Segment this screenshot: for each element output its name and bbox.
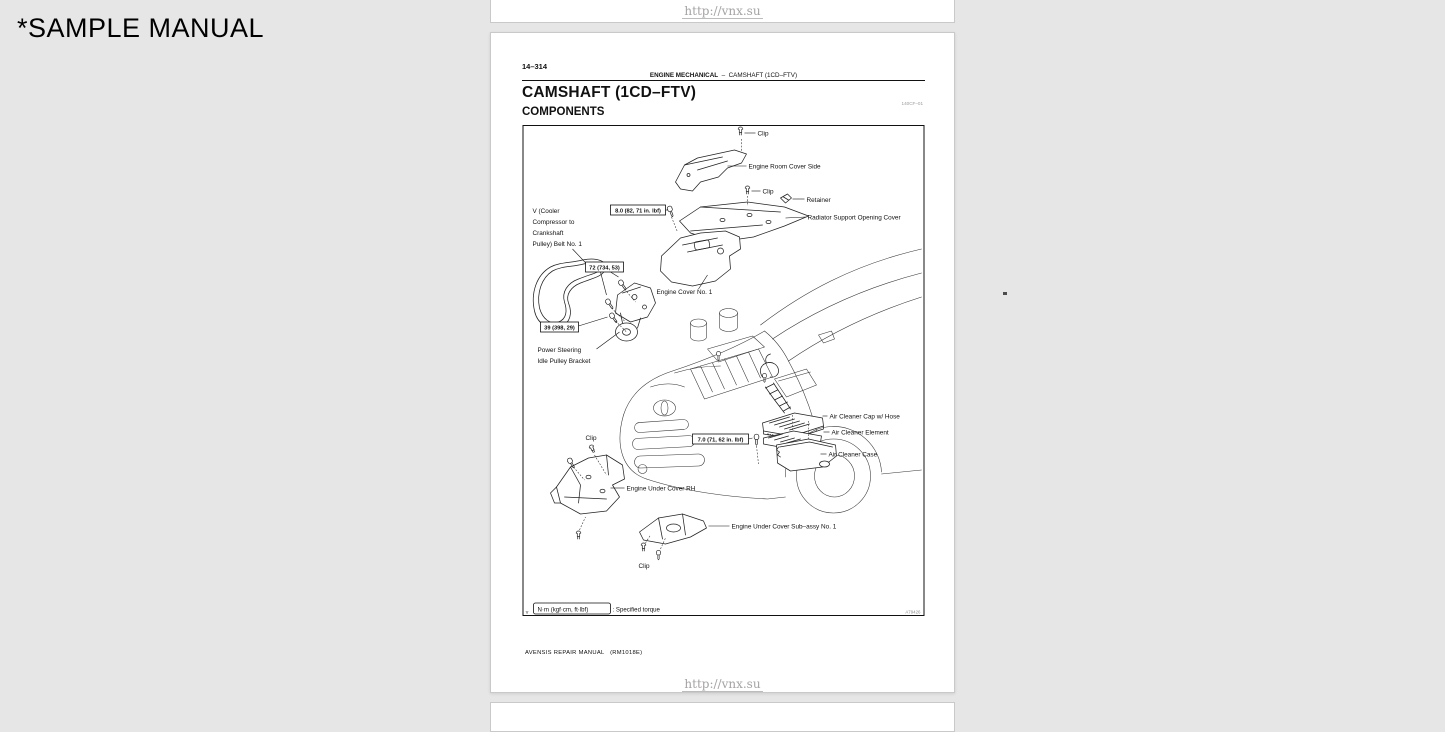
label-air-cleaner-case: Air Cleaner Case: [828, 451, 878, 459]
label-clip-top: Clip: [757, 130, 769, 138]
manual-page: [490, 32, 955, 693]
header-section: ENGINE MECHANICAL: [649, 72, 719, 79]
bolt-icon: [754, 434, 759, 445]
label-air-cleaner-element: Air Cleaner Element: [831, 429, 889, 437]
label-radiator-support-opening-cover: Radiator Support Opening Cover: [807, 214, 901, 222]
bolt-icon: [657, 550, 661, 559]
torque-spec-39: [541, 322, 579, 332]
watermark-bottom: http://vnx.su: [684, 677, 761, 691]
torque-legend: [526, 603, 922, 615]
next-page-sliver: [490, 702, 955, 732]
previous-page-sliver: [490, 0, 955, 23]
label-air-cleaner-cap: Air Cleaner Cap w/ Hose: [829, 413, 900, 421]
manual-code: (RM1018E): [610, 650, 643, 656]
components-diagram-svg: [522, 125, 925, 616]
power-steering-bracket-art: [616, 283, 656, 341]
doc-code: 140CF–01: [901, 101, 923, 106]
engine-bay-art: [651, 309, 817, 400]
air-cleaner-hose-art: [760, 354, 790, 413]
label-power-steering-line2: Idle Pulley Bracket: [537, 358, 591, 365]
label-power-steering-line1: Power Steering: [537, 347, 582, 354]
label-v-belt-line3: Crankshaft: [532, 230, 564, 237]
label-clip-bottom: Clip: [638, 563, 650, 570]
figure-code: A79426: [905, 609, 921, 615]
legend-description: : Specified torque: [612, 606, 660, 614]
air-cleaner-case-art: [777, 439, 837, 471]
running-header: [522, 72, 925, 79]
torque-spec-8: [611, 205, 666, 215]
bolt-icon: [605, 298, 615, 310]
engine-under-cover-subassy-art: [640, 514, 707, 544]
label-clip-mid: Clip: [762, 188, 774, 196]
corner-mark: Y: [525, 610, 529, 615]
torque-spec-72: [586, 262, 624, 272]
watermark-top: http://vnx.su: [684, 4, 761, 18]
label-v-belt-line2: Compressor to: [532, 219, 575, 226]
label-engine-cover-no1: Engine Cover No. 1: [656, 289, 713, 296]
label-clip-left: Clip: [585, 435, 597, 442]
torque-value: 39 (398, 29): [544, 325, 575, 332]
label-retainer: Retainer: [806, 197, 831, 204]
engine-room-cover-side-art: [676, 150, 747, 191]
stray-mark: [1003, 292, 1007, 295]
clip-icon: [745, 186, 750, 194]
components-figure: [522, 125, 925, 616]
page-title: CAMSHAFT (1CD–FTV): [522, 84, 697, 101]
torque-value: 8.0 (82, 71 in. lbf): [615, 208, 661, 215]
torque-spec-7: [693, 434, 749, 444]
clip-icon: [738, 127, 743, 135]
manual-name: AVENSIS REPAIR MANUAL: [525, 650, 605, 656]
bolt-icon: [618, 279, 628, 291]
header-rule: [522, 80, 925, 81]
label-v-belt-line1: V (Cooler: [532, 208, 560, 215]
label-engine-under-cover-subassy: Engine Under Cover Sub–assy No. 1: [731, 523, 837, 531]
engine-under-cover-rh-art: [551, 455, 625, 514]
retainer-art: [781, 194, 792, 203]
page-number: 14–314: [522, 62, 548, 71]
section-subtitle: COMPONENTS: [522, 106, 605, 118]
engine-cover-no1-art: [661, 231, 741, 286]
sample-manual-label: *SAMPLE MANUAL: [17, 13, 265, 43]
header-topic: CAMSHAFT (1CD–FTV): [728, 72, 798, 79]
page-footer: [525, 650, 642, 656]
clip-icon: [641, 543, 646, 551]
figure-frame: [523, 126, 924, 616]
torque-value: 72 (734, 53): [589, 265, 620, 272]
bolt-icon: [667, 206, 675, 218]
label-v-belt-line4: Pulley) Belt No. 1: [532, 241, 582, 248]
clip-icon: [589, 444, 597, 453]
torque-value: 7.0 (71, 62 in. lbf): [697, 437, 744, 444]
header-separator: –: [718, 72, 729, 79]
legend-unit-box: N·m (kgf·cm, ft·lbf): [537, 606, 589, 614]
clip-icon: [576, 531, 581, 539]
label-engine-under-cover-rh: Engine Under Cover RH: [626, 485, 696, 493]
label-engine-room-cover-side: Engine Room Cover Side: [748, 163, 821, 171]
